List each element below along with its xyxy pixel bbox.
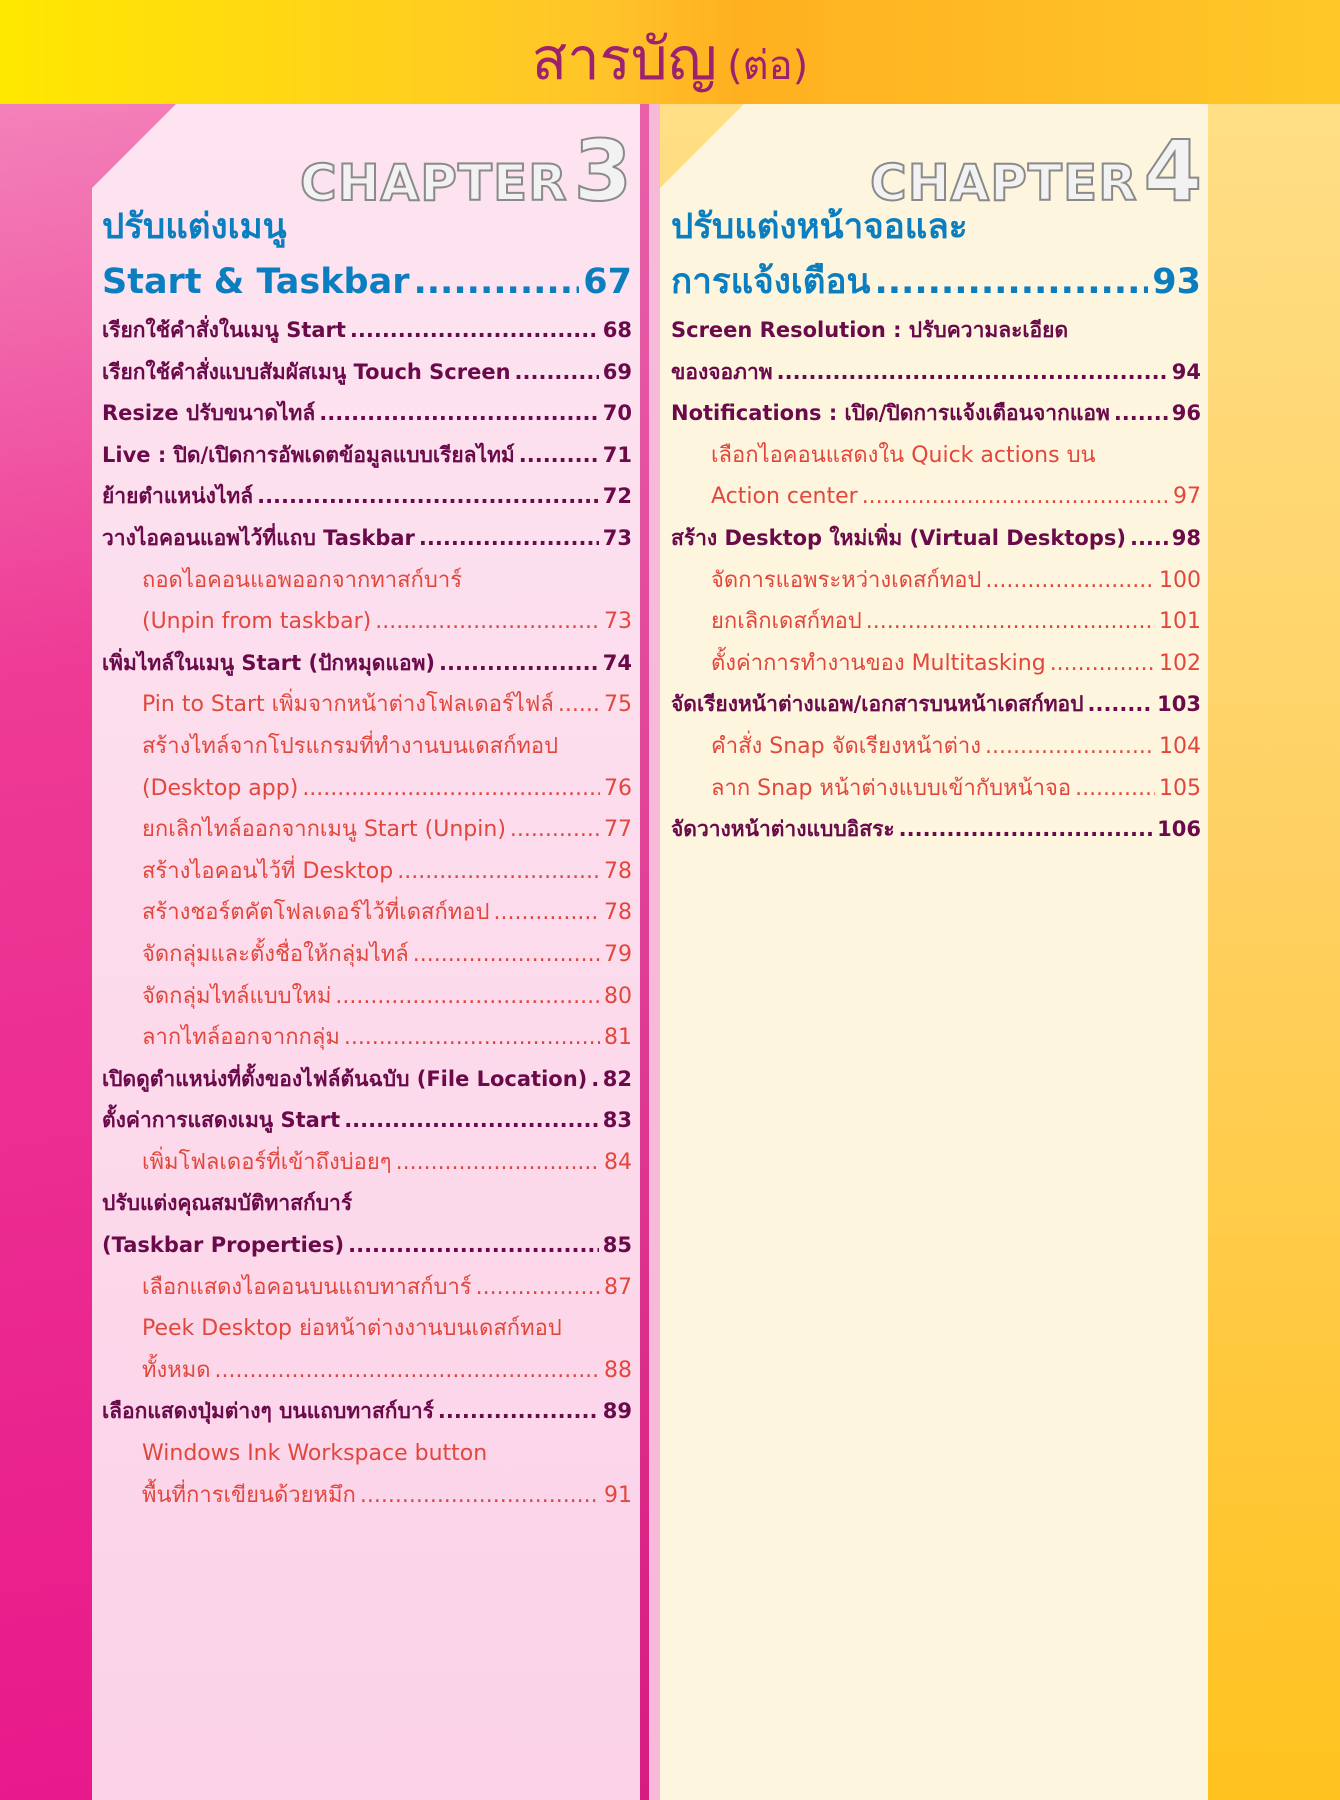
toc-entry-text: Pin to Start เพิ่มจากหน้าต่างโฟลเดอร์ไฟล์ xyxy=(142,692,554,718)
toc-entry xyxy=(102,934,632,976)
toc-entry xyxy=(671,518,1201,560)
toc-entry-text: Peek Desktop ย่อหน้าต่างงานบนเดสก์ทอป xyxy=(142,1316,562,1342)
toc-entry-page: 106 xyxy=(1157,817,1201,842)
leader-dots xyxy=(1075,768,1155,810)
toc-entry-page: 101 xyxy=(1159,609,1201,635)
toc-entry-page: 100 xyxy=(1159,567,1201,593)
chapter4-title-line1: ปรับแต่งหน้าจอและ xyxy=(671,207,968,247)
chapter4-entry-list xyxy=(671,310,1201,851)
toc-entry-text: ทั้งหมด xyxy=(142,1357,211,1383)
toc-entry-text: ของจอภาพ xyxy=(671,359,773,384)
toc-entry xyxy=(102,518,632,560)
toc-entry-text: ตั้งค่าการแสดงเมนู Start xyxy=(102,1108,341,1133)
toc-entry-text: เลือกแสดงปุ่มต่างๆ บนแถบทาสก์บาร์ xyxy=(102,1399,434,1424)
toc-entry-page: 89 xyxy=(602,1399,632,1424)
leader-dots xyxy=(319,393,599,435)
toc-entry-page: 98 xyxy=(1171,525,1201,550)
chapter4-toc xyxy=(671,200,1201,851)
toc-entry xyxy=(102,393,632,435)
leader-dots xyxy=(862,476,1169,518)
toc-entry-page: 79 xyxy=(604,941,632,967)
toc-entry xyxy=(671,435,1201,477)
leader-dots xyxy=(215,1350,600,1392)
toc-entry-text: ยกเลิกไทล์ออกจากเมนู Start (Unpin) xyxy=(142,817,506,843)
toc-entry-text: สร้างชอร์ตคัตโฟลเดอร์ไว้ที่เดสก์ทอป xyxy=(142,900,490,926)
toc-entry-text: คำสั่ง Snap จัดเรียงหน้าต่าง xyxy=(711,733,982,759)
chapter4-title-page: 93 xyxy=(1152,262,1201,302)
chapter3-title-line2 xyxy=(102,255,632,310)
toc-entry-text: วางไอคอนแอพไว้ที่แถบ Taskbar xyxy=(102,525,415,550)
toc-entry xyxy=(102,1350,632,1392)
toc-entry-page: 82 xyxy=(602,1066,632,1091)
leader-dots xyxy=(519,435,599,477)
toc-entry-text: จัดวางหน้าต่างแบบอิสระ xyxy=(671,817,895,842)
toc-entry xyxy=(671,684,1201,726)
page-title xyxy=(531,25,809,93)
toc-entry-text: ตั้งค่าการทำงานของ Multitasking xyxy=(711,650,1046,676)
toc-entry-text: ปรับแต่งคุณสมบัติทาสก์บาร์ xyxy=(102,1191,353,1216)
toc-entry-page: 81 xyxy=(604,1025,632,1051)
toc-entry xyxy=(671,643,1201,685)
chapter3-toc xyxy=(102,200,632,1516)
toc-entry-page: 94 xyxy=(1171,359,1201,384)
toc-entry-text: (Desktop app) xyxy=(142,775,299,801)
toc-entry-page: 97 xyxy=(1173,484,1201,510)
toc-entry xyxy=(102,560,632,602)
leader-dots xyxy=(1130,518,1168,560)
chapter3-entry-list xyxy=(102,310,632,1516)
toc-entry-text: จัดกลุ่มและตั้งชื่อให้กลุ่มไทล์ xyxy=(142,941,409,967)
leader-dots xyxy=(1114,393,1168,435)
leader-dots xyxy=(350,310,599,352)
toc-entry-text: Live : ปิด/เปิดการอัพเดตข้อมูลแบบเรียลไทม์ xyxy=(102,442,515,467)
toc-entry-page: 68 xyxy=(602,318,632,342)
chapter4-title-line2 xyxy=(671,255,1201,310)
toc-entry-text: ลาก Snap หน้าต่างแบบเข้ากับหน้าจอ xyxy=(711,775,1072,801)
toc-entry-page: 105 xyxy=(1159,775,1201,801)
toc-entry-text: Screen Resolution : ปรับความละเอียด xyxy=(671,318,1069,342)
toc-entry xyxy=(102,851,632,893)
toc-entry xyxy=(102,1267,632,1309)
toc-entry-text: จัดการแอพระหว่างเดสก์ทอป xyxy=(711,567,982,593)
toc-entry xyxy=(102,352,632,394)
leader-dots xyxy=(985,726,1155,768)
toc-entry-text: Windows Ink Workspace button xyxy=(142,1441,488,1467)
toc-entry xyxy=(102,1475,632,1517)
toc-entry xyxy=(102,643,632,685)
toc-entry-text: สร้างไทล์จากโปรแกรมที่ทำงานบนเดสก์ทอป xyxy=(142,733,559,759)
toc-entry xyxy=(671,476,1201,518)
column-divider-light xyxy=(649,104,660,1800)
toc-entry-text: เรียกใช้คำสั่งแบบสัมผัสเมนู Touch Screen xyxy=(102,359,511,384)
toc-entry-page: 70 xyxy=(602,401,632,426)
toc-entry xyxy=(102,1433,632,1475)
chapter3-title-text: Start & Taskbar xyxy=(102,262,410,302)
leader-dots xyxy=(375,601,600,643)
toc-entry xyxy=(102,310,632,352)
toc-entry xyxy=(102,1059,632,1101)
page-header xyxy=(0,0,1340,104)
toc-entry-page: 88 xyxy=(604,1357,632,1383)
toc-entry-text: เรียกใช้คำสั่งในเมนู Start xyxy=(102,318,346,342)
leader-dots xyxy=(419,518,599,560)
toc-entry xyxy=(102,976,632,1018)
leader-dots xyxy=(335,976,600,1018)
leader-dots xyxy=(985,560,1155,602)
toc-entry-text: Action center xyxy=(711,484,858,510)
toc-entry-text: ถอดไอคอนแอพออกจากทาสก์บาร์ xyxy=(142,567,463,593)
toc-entry-page: 87 xyxy=(604,1274,632,1300)
chapter3-title-page: 67 xyxy=(583,262,632,302)
page-title-continued: (ต่อ) xyxy=(727,43,809,89)
toc-entry-page: 73 xyxy=(604,609,632,635)
toc-entry-text: (Unpin from taskbar) xyxy=(142,609,372,635)
column-divider xyxy=(640,104,649,1800)
toc-entry-page: 84 xyxy=(604,1149,632,1175)
toc-entry xyxy=(102,726,632,768)
toc-entry-text: ย้ายตำแหน่งไทล์ xyxy=(102,484,254,509)
toc-entry-page: 104 xyxy=(1159,733,1201,759)
toc-entry-text: Notifications : เปิด/ปิดการแจ้งเตือนจากแอพ xyxy=(671,401,1110,426)
toc-entry xyxy=(102,768,632,810)
toc-entry-page: 78 xyxy=(604,900,632,926)
toc-entry xyxy=(102,892,632,934)
leader-dots xyxy=(1088,684,1154,726)
leader-dots xyxy=(899,809,1154,851)
toc-entry xyxy=(102,1391,632,1433)
toc-entry xyxy=(102,1183,632,1225)
toc-entry-text: ลากไทล์ออกจากกลุ่ม xyxy=(142,1025,340,1051)
chapter3-heading xyxy=(300,122,633,220)
toc-entry-text: เปิดดูตำแหน่งที่ตั้งของไฟล์ต้นฉบับ (File Location) xyxy=(102,1066,588,1091)
toc-entry xyxy=(671,393,1201,435)
toc-entry-page: 75 xyxy=(604,692,632,718)
leader-dots xyxy=(866,601,1155,643)
chapter3-title-line1: ปรับแต่งเมนู xyxy=(102,207,287,247)
toc-entry-page: 69 xyxy=(602,359,632,384)
toc-entry xyxy=(102,1142,632,1184)
toc-entry xyxy=(102,1017,632,1059)
toc-entry-page: 91 xyxy=(604,1482,632,1508)
chapter4-number: 4 xyxy=(1143,122,1203,220)
leader-dots xyxy=(360,1475,600,1517)
toc-entry xyxy=(102,476,632,518)
chapter3-word: CHAPTER xyxy=(300,154,568,212)
leader-dots xyxy=(413,934,600,976)
leader-dots xyxy=(344,1017,600,1059)
toc-entry-text: Resize ปรับขนาดไทล์ xyxy=(102,401,316,426)
toc-entry-page: 85 xyxy=(602,1233,632,1258)
leader-dots xyxy=(348,1225,599,1267)
toc-entry xyxy=(671,352,1201,394)
toc-entry xyxy=(671,768,1201,810)
toc-entry xyxy=(102,1308,632,1350)
toc-entry-page: 103 xyxy=(1157,692,1201,717)
toc-entry xyxy=(102,684,632,726)
leader-dots xyxy=(257,476,599,518)
chapter3-number: 3 xyxy=(573,122,633,220)
leader-dots xyxy=(439,643,599,685)
toc-entry-text: สร้าง Desktop ใหม่เพิ่ม (Virtual Desktops) xyxy=(671,525,1126,550)
leader-dots xyxy=(591,1059,599,1101)
leader-dots xyxy=(1050,643,1155,685)
toc-entry-text: จัดกลุ่มไทล์แบบใหม่ xyxy=(142,983,332,1009)
chapter4-title-text: การแจ้งเตือน xyxy=(671,262,871,302)
chapter4-word: CHAPTER xyxy=(870,154,1138,212)
toc-entry-text: สร้างไอคอนไว้ที่ Desktop xyxy=(142,858,394,884)
toc-entry-text: พื้นที่การเขียนด้วยหมึก xyxy=(142,1482,356,1508)
toc-entry xyxy=(671,809,1201,851)
leader-dots xyxy=(515,352,599,394)
toc-entry-page: 72 xyxy=(602,484,632,509)
leader-dots xyxy=(413,255,579,310)
toc-entry-page: 96 xyxy=(1171,401,1201,426)
toc-entry-page: 102 xyxy=(1159,650,1201,676)
toc-entry-text: (Taskbar Properties) xyxy=(102,1233,345,1258)
chapter4-heading xyxy=(870,122,1203,220)
toc-entry-page: 76 xyxy=(604,775,632,801)
toc-entry-text: เลือกแสดงไอคอนบนแถบทาสก์บาร์ xyxy=(142,1274,472,1300)
toc-entry-text: จัดเรียงหน้าต่างแอพ/เอกสารบนหน้าเดสก์ทอป xyxy=(671,692,1084,717)
toc-entry xyxy=(102,1225,632,1267)
toc-entry-text: เลือกไอคอนแสดงใน Quick actions บน xyxy=(711,442,1096,468)
leader-dots xyxy=(558,684,600,726)
toc-entry-page: 78 xyxy=(604,858,632,884)
toc-entry-text: เพิ่มโฟลเดอร์ที่เข้าถึงบ่อยๆ xyxy=(142,1149,392,1175)
leader-dots xyxy=(397,851,600,893)
leader-dots xyxy=(302,768,600,810)
toc-entry-page: 71 xyxy=(602,442,632,467)
toc-entry xyxy=(102,435,632,477)
toc-entry-page: 73 xyxy=(602,525,632,550)
toc-entry xyxy=(671,601,1201,643)
toc-entry-text: ยกเลิกเดสก์ทอป xyxy=(711,609,862,635)
toc-entry-page: 77 xyxy=(604,817,632,843)
toc-entry-page: 74 xyxy=(602,650,632,675)
leader-dots xyxy=(476,1267,600,1309)
leader-dots xyxy=(510,809,600,851)
leader-dots xyxy=(874,255,1148,310)
toc-entry-text: เพิ่มไทล์ในเมนู Start (ปักหมุดแอพ) xyxy=(102,650,436,675)
toc-entry xyxy=(671,310,1201,352)
leader-dots xyxy=(438,1391,599,1433)
toc-entry xyxy=(671,560,1201,602)
toc-entry xyxy=(671,726,1201,768)
toc-entry-page: 80 xyxy=(604,983,632,1009)
toc-entry xyxy=(102,809,632,851)
toc-entry-page: 83 xyxy=(602,1108,632,1133)
leader-dots xyxy=(344,1100,599,1142)
toc-entry xyxy=(102,1100,632,1142)
leader-dots xyxy=(777,352,1168,394)
page-title-text: สารบัญ xyxy=(531,25,718,93)
toc-entry xyxy=(102,601,632,643)
leader-dots xyxy=(396,1142,600,1184)
leader-dots xyxy=(493,892,600,934)
